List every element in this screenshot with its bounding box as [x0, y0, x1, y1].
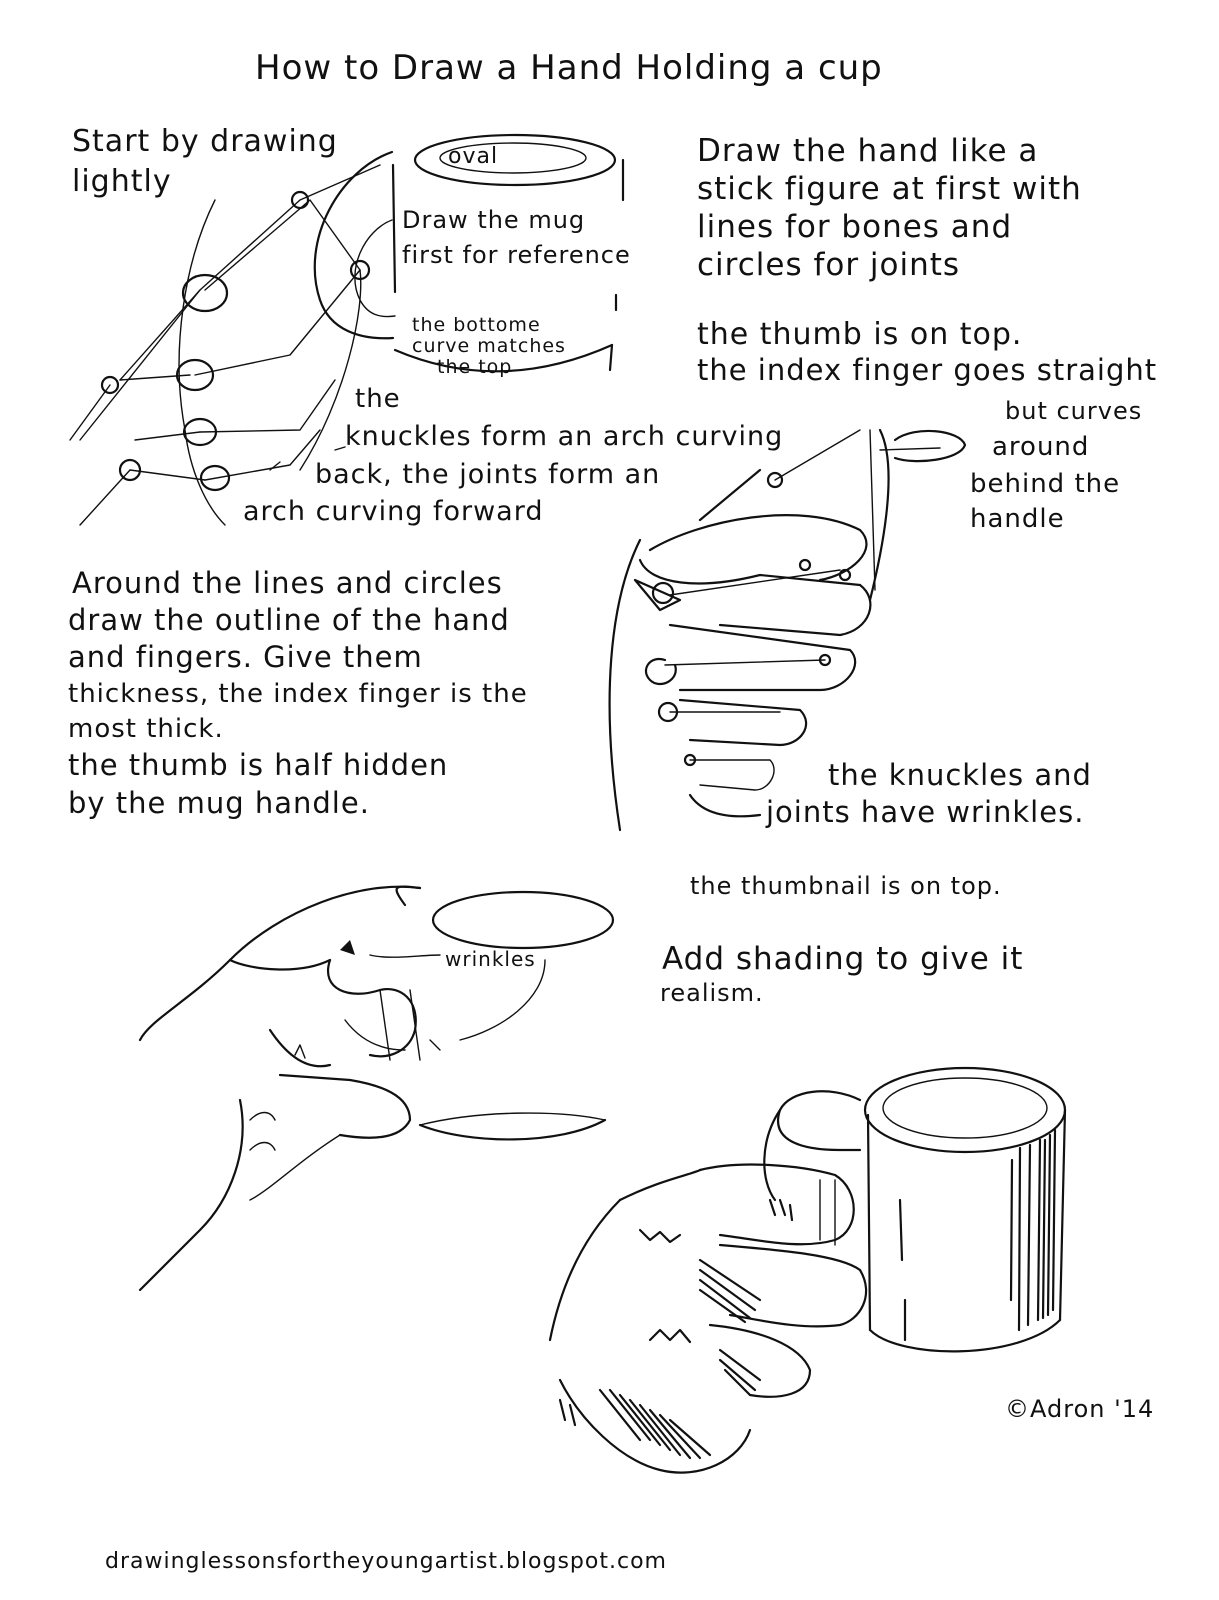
- step3-hand-outline: [610, 430, 965, 830]
- page-title: How to Draw a Hand Holding a cup: [255, 48, 883, 88]
- arch-note-line-4: arch curving forward: [243, 496, 544, 527]
- curve-note-line-4: handle: [970, 504, 1065, 534]
- curve-note-line-1: but curves: [1005, 397, 1143, 425]
- wrinkles-label: wrinkles: [445, 947, 536, 971]
- wrinkle-note-line-1: the knuckles and: [828, 758, 1092, 792]
- step2-line-3: lines for bones and: [697, 209, 1013, 245]
- wrinkle-note-line-2: joints have wrinkles.: [766, 795, 1085, 829]
- step3-line-1: Around the lines and circles: [72, 566, 503, 600]
- step2-line-4: circles for joints: [697, 247, 961, 283]
- bottom-note-line-2: curve matches: [412, 335, 566, 357]
- bottom-note-line-1: the bottome: [412, 314, 541, 336]
- curve-note-line-2: around: [992, 432, 1090, 462]
- shading-line-1: Add shading to give it: [662, 941, 1024, 977]
- shading-line-2: realism.: [660, 979, 764, 1007]
- step1-mug-sketch: [315, 135, 623, 371]
- arch-note-line-3: back, the joints form an: [315, 459, 661, 490]
- oval-label: oval: [448, 144, 499, 169]
- step4-hand-wrinkles: [140, 887, 613, 1290]
- arch-note-line-2: knuckles form an arch curving: [345, 421, 784, 452]
- step3-line-6: the thumb is half hidden: [68, 748, 449, 782]
- thumb-line-2: the index finger goes straight: [697, 353, 1158, 387]
- signature: ©Adron '14: [1005, 1395, 1155, 1423]
- step3-line-4: thickness, the index finger is the: [68, 679, 528, 709]
- curve-note-line-3: behind the: [970, 469, 1121, 499]
- step3-line-2: draw the outline of the hand: [68, 603, 510, 637]
- final-shaded-mug: [865, 1068, 1065, 1351]
- bottom-note-line-3: the top: [437, 356, 513, 378]
- arch-note-line-1: the: [355, 384, 401, 414]
- step2-line-1: Draw the hand like a: [697, 133, 1039, 169]
- step3-line-5: most thick.: [68, 714, 224, 744]
- mug-note-line-2: first for reference: [402, 241, 631, 269]
- step3-line-3: and fingers. Give them: [68, 640, 423, 674]
- thumbnail-note: the thumbnail is on top.: [690, 872, 1002, 900]
- step1-intro-line-1: Start by drawing: [72, 124, 338, 159]
- step3-line-7: by the mug handle.: [68, 786, 370, 820]
- mug-note-line-1: Draw the mug: [402, 206, 586, 234]
- footer-url: drawinglessonsfortheyoungartist.blogspot.com: [105, 1549, 667, 1574]
- step2-line-2: stick figure at first with: [697, 171, 1082, 207]
- final-shaded-hand: [550, 1091, 866, 1472]
- step1-hand-skeleton: [70, 165, 380, 525]
- thumb-line-1: the thumb is on top.: [697, 317, 1023, 352]
- step1-intro-line-2: lightly: [72, 164, 172, 199]
